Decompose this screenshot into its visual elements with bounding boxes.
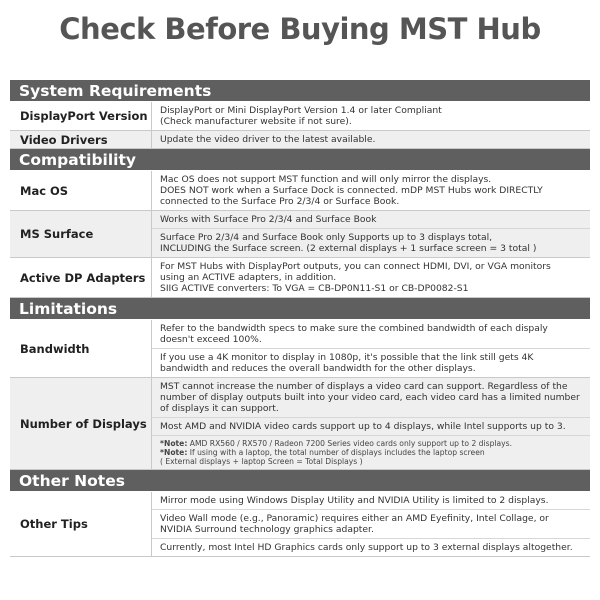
note-text: If using with a laptop, the total number of displays includes the laptop screen ( External displays + laptop Screen = Total Displays ) <box>160 448 485 466</box>
row-cell-text: Mirror mode using Windows Display Utility and NVIDIA Utility is limited to 2 displays. <box>152 492 590 510</box>
row-cell-text: DisplayPort or Mini DisplayPort Version 1.4 or later Compliant (Check manufacturer website if not sure). <box>160 105 442 127</box>
table-row <box>10 171 590 211</box>
row-label: MS Surface <box>10 211 152 257</box>
row-content <box>152 171 590 210</box>
row-content <box>152 258 590 297</box>
row-cell-text: Most AMD and NVIDIA video cards support up to 4 displays, while Intel supports up to 3. <box>152 418 590 436</box>
row-cell-text: Currently, most Intel HD Graphics cards only support up to 3 external displays altogether. <box>160 542 573 553</box>
table-row <box>10 320 590 378</box>
row-content <box>152 378 590 469</box>
row-label: Active DP Adapters <box>10 258 152 297</box>
row-label: DisplayPort Version <box>10 102 152 130</box>
row-cell-text: MST cannot increase the number of displays a video card can support. Regardless of the number of display outputs built into your video card, each video card has a limited number of displays it can support. <box>152 378 590 418</box>
section-header: System Requirements <box>10 80 590 102</box>
table-row <box>10 258 590 298</box>
row-cell-text: If you use a 4K monitor to display in 1080p, it's possible that the link still gets 4K bandwidth and reduces the overall bandwidth for the other displays. <box>160 352 534 374</box>
section-header: Limitations <box>10 298 590 320</box>
row-cell-text: Video Wall mode (e.g., Panoramic) requires either an AMD Eyefinity, Intel Collage, or NVIDIA Surround technology graphics adapter. <box>152 510 590 539</box>
notes-cell <box>152 436 590 469</box>
section-header: Compatibility <box>10 149 590 171</box>
row-content <box>152 131 590 148</box>
section-header: Other Notes <box>10 470 590 492</box>
table-row <box>10 211 590 258</box>
table-row <box>10 131 590 149</box>
note-line <box>160 439 584 448</box>
note-line <box>160 448 584 466</box>
table-row <box>10 102 590 131</box>
row-label: Bandwidth <box>10 320 152 377</box>
table-row <box>10 378 590 470</box>
row-cell-text: For MST Hubs with DisplayPort outputs, you can connect HDMI, DVI, or VGA monitors using an ACTIVE adapters, in addition. SIIG ACTIVE converters: To VGA = CB-DP0N11-S1 or CB-DP0082-S1 <box>160 261 551 294</box>
row-label: Video Drivers <box>10 131 152 148</box>
table-row <box>10 492 590 557</box>
note-text: AMD RX560 / RX570 / Radeon 7200 Series video cards only support up to 2 displays. <box>187 439 513 448</box>
row-cell-text: Works with Surface Pro 2/3/4 and Surface Book <box>152 211 590 229</box>
requirements-table <box>10 80 590 557</box>
row-cell-text: Mac OS does not support MST function and will only mirror the displays. DOES NOT work when a Surface Dock is connected. mDP MST Hubs work DIRECTLY connected to the Surface Pro 2/3/4 or Surface Book. <box>160 174 543 207</box>
row-content <box>152 320 590 377</box>
row-content <box>152 102 590 130</box>
row-content <box>152 492 590 556</box>
row-label: Mac OS <box>10 171 152 210</box>
row-cell-text: Refer to the bandwidth specs to make sure the combined bandwidth of each dispaly doesn't exceed 100%. <box>152 320 590 349</box>
row-content <box>152 211 590 257</box>
row-cell-text: Update the video driver to the latest available. <box>160 134 376 145</box>
row-label: Number of Displays <box>10 378 152 469</box>
row-cell-text: Surface Pro 2/3/4 and Surface Book only Supports up to 3 displays total, INCLUDING the Surface screen. (2 external displays + 1 surface screen = 3 total ) <box>160 232 537 254</box>
note-prefix: *Note: <box>160 448 188 457</box>
note-prefix: *Note: <box>160 439 188 448</box>
page-title: Check Before Buying MST Hub <box>59 12 541 46</box>
row-label: Other Tips <box>10 492 152 556</box>
